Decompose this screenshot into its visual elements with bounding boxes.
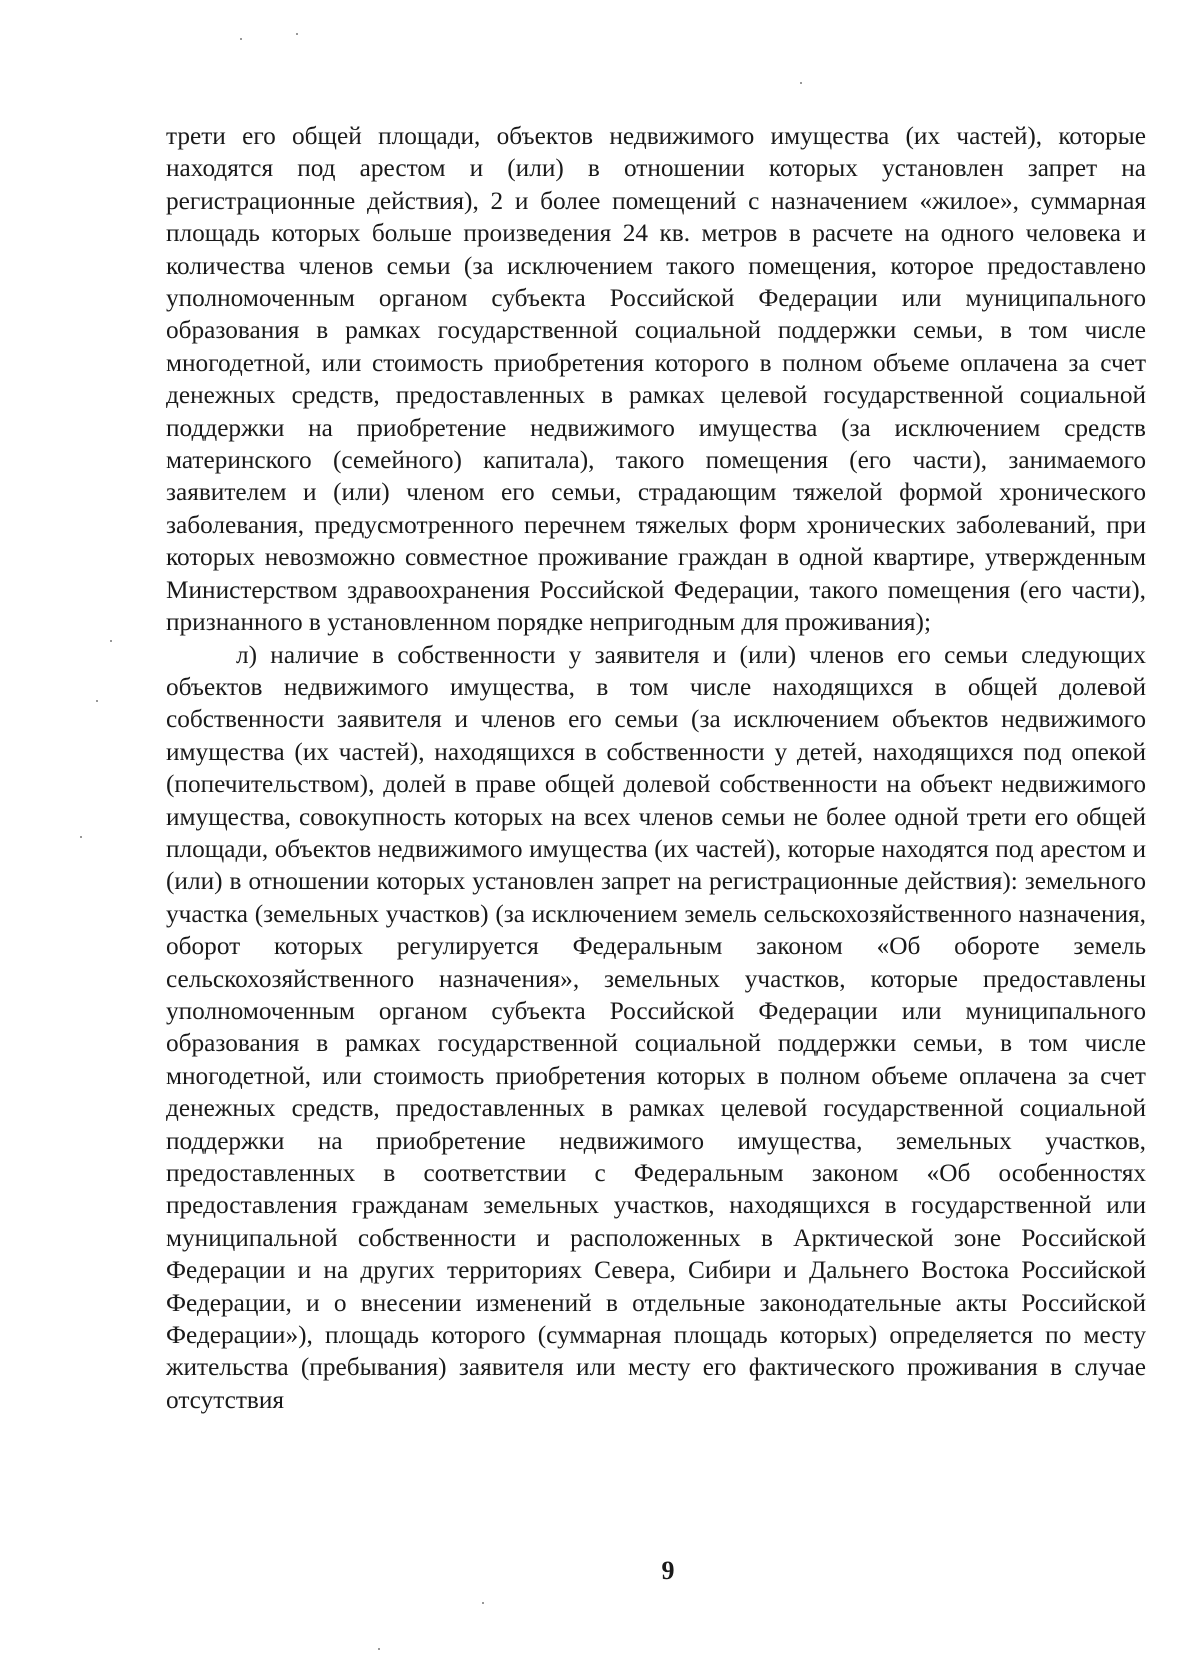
- scan-speck: [96, 700, 98, 702]
- scan-speck: [378, 1648, 380, 1650]
- scan-speck: [482, 1602, 484, 1604]
- scan-speck: [800, 82, 802, 84]
- page-number: 9: [661, 1556, 675, 1585]
- body-text: [166, 120, 1146, 1416]
- paragraph-continued: трети его общей площади, объектов недвижимого имущества (их частей), которые находятся под арестом и (или) в отношении которых установлен запрет на регистрационные действия), 2 и более помещений с назначением «жилое», суммарная площадь которых больше произведения 24 кв. метров в расчете на одного человека и количества членов семьи (за исключением такого помещения, которое предоставлено уполномоченным органом субъекта Российской Федерации или муниципального образования в рамках государственной социальной поддержки семьи, в том числе многодетной, или стоимость приобретения которого в полном объеме оплачена за счет денежных средств, предоставленных в рамках целевой государственной социальной поддержки на приобретение недвижимого имущества (за исключением средств материнского (семейного) капитала), такого помещения (его части), занимаемого заявителем и (или) членом его семьи, страдающим тяжелой формой хронического заболевания, предусмотренного перечнем тяжелых форм хронических заболеваний, при которых невозможно совместное проживание граждан в одной квартире, утвержденным Министерством здравоохранения Российской Федерации, такого помещения (его части), признанного в установленном порядке непригодным для проживания);: [166, 122, 1146, 637]
- paragraph-item-l: л) наличие в собственности у заявителя и (или) членов его семьи следующих объектов недвижимого имущества, в том числе находящихся в общей долевой собственности заявителя и членов его семьи (за исключением объектов недвижимого имущества (их частей), находящихся в собственности у детей, находящихся под опекой (попечительством), долей в праве общей долевой собственности на объект недвижимого имущества, совокупность которых на всех членов семьи не более одной трети его общей площади, объектов недвижимого имущества (их частей), которые находятся под арестом и (или) в отношении которых установлен запрет на регистрационные действия): земельного участка (земельных участков) (за исключением земель сельскохозяйственного назначения, оборот которых регулируется Федеральным законом «Об обороте земель сельскохозяйственного назначения», земельных участков, которые предоставлены уполномоченным органом субъекта Российской Федерации или муниципального образования в рамках государственной социальной поддержки семьи, в том числе многодетной, или стоимость приобретения которых в полном объеме оплачена за счет денежных средств, предоставленных в рамках целевой государственной социальной поддержки на приобретение недвижимого имущества, земельных участков, предоставленных в соответствии с Федеральным законом «Об особенностях предоставления гражданам земельных участков, находящихся в государственной или муниципальной собственности и расположенных в Арктической зоне Российской Федерации и на других территориях Севера, Сибири и Дальнего Востока Российской Федерации, и о внесении изменений в отдельные законодательные акты Российской Федерации»), площадь которого (суммарная площадь которых) определяется по месту жительства (пребывания) заявителя или месту его фактического проживания в случае отсутствия: [166, 640, 1146, 1414]
- scan-speck: [296, 33, 298, 35]
- scan-speck: [110, 640, 112, 642]
- scan-speck: [80, 836, 82, 838]
- scan-speck: [240, 38, 242, 40]
